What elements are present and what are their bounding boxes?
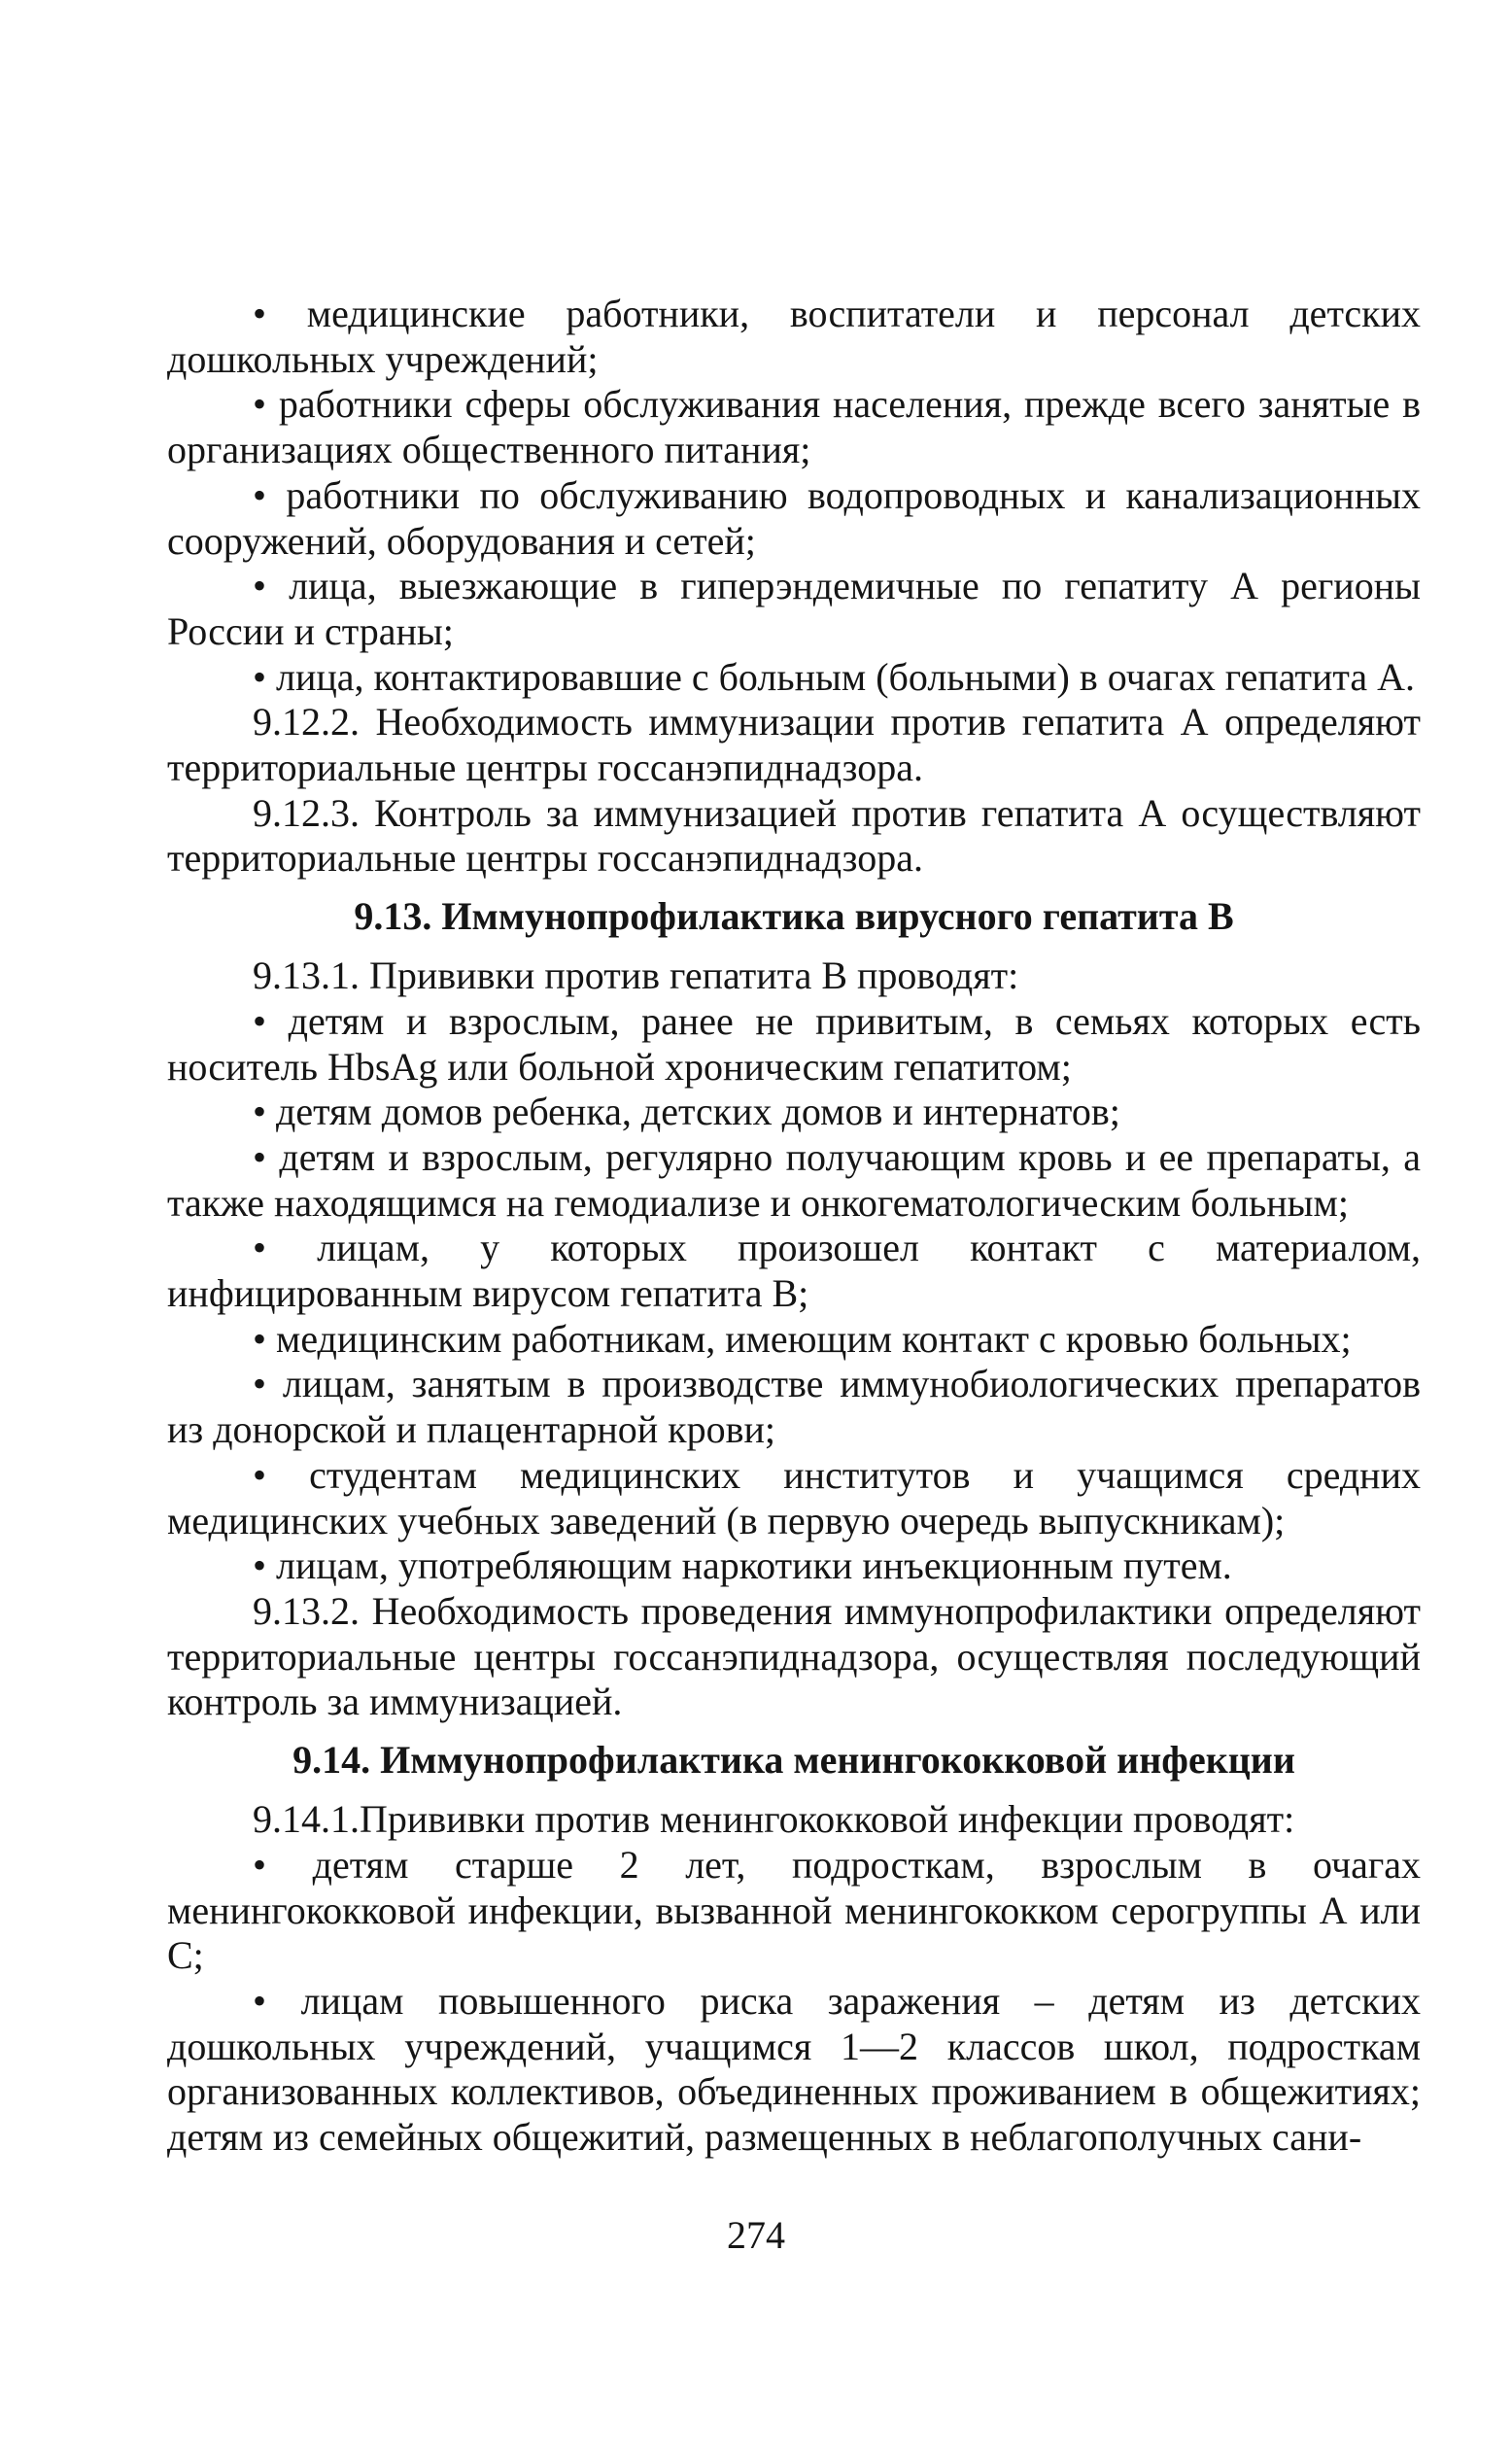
section-heading-9-14: 9.14. Иммунопрофилактика менингококковой инфекции — [292, 1738, 1295, 1783]
list-item: • детям домов ребенка, детских домов и интернатов; — [167, 1090, 1421, 1135]
list-item: • лица, контактировавшие с больным (больными) в очагах гепатита А. — [167, 655, 1421, 701]
section-continuation — [167, 292, 1421, 882]
section-9-14 — [167, 1797, 1421, 2161]
paragraph: 9.12.3. Контроль за иммунизацией против гепатита А осуществляют территориальные центры госсанэпиднадзора. — [167, 790, 1421, 881]
list-item: • лицам, у которых произошел контакт с материалом, инфицированным вирусом гепатита В; — [167, 1226, 1421, 1316]
list-item: • медицинским работникам, имеющим контакт с кровью больных; — [167, 1317, 1421, 1363]
section-9-13 — [167, 953, 1421, 1725]
list-item: • работники сферы обслуживания населения, прежде всего занятые в организациях общественного питания; — [167, 382, 1421, 472]
list-item: • медицинские работники, воспитатели и персонал детских дошкольных учреждений; — [167, 292, 1421, 382]
page-number: 274 — [727, 2213, 785, 2257]
section-heading-9-13: 9.13. Иммунопрофилактика вирусного гепатита В — [354, 894, 1234, 939]
list-item: • детям старше 2 лет, подросткам, взрослым в очагах менингококковой инфекции, вызванной менингококком серогруппы А или С; — [167, 1843, 1421, 1979]
paragraph: 9.12.2. Необходимость иммунизации против гепатита А определяют территориальные центры госсанэпиднадзора. — [167, 700, 1421, 790]
list-item: • детям и взрослым, ранее не привитым, в семьях которых есть носитель HbsAg или больной хроническим гепатитом; — [167, 999, 1421, 1090]
list-item: • лицам, занятым в производстве иммунобиологических препаратов из донорской и плацентарной крови; — [167, 1362, 1421, 1452]
paragraph: 9.13.1. Прививки против гепатита В проводят: — [253, 953, 1019, 998]
list-item: • детям и взрослым, регулярно получающим кровь и ее препараты, а также находящимся на гемодиализе и онкогематологическим больным; — [167, 1135, 1421, 1226]
page-body — [167, 292, 1421, 2161]
list-item: • работники по обслуживанию водопроводных и канализационных сооружений, оборудования и сетей; — [167, 473, 1421, 564]
list-item: • лицам повышенного риска заражения – детям из детских дошкольных учреждений, учащимся 1—2 классов школ, подросткам организованных коллективов, объединенных проживанием в общежитиях; детям из семейных общежитий, размещенных в неблагополучных сани- — [167, 1979, 1421, 2161]
list-item: • лицам, употребляющим наркотики инъекционным путем. — [167, 1543, 1421, 1589]
list-item: • студентам медицинских институтов и учащимся средних медицинских учебных заведений (в первую очередь выпускникам); — [167, 1453, 1421, 1543]
paragraph: 9.14.1.Прививки против менингококковой инфекции проводят: — [253, 1797, 1295, 1842]
list-item: • лица, выезжающие в гиперэндемичные по гепатиту А регионы России и страны; — [167, 564, 1421, 654]
paragraph: 9.13.2. Необходимость проведения иммунопрофилактики определяют территориальные центры госсанэпиднадзора, осуществляя последующий контроль за иммунизацией. — [167, 1588, 1421, 1724]
